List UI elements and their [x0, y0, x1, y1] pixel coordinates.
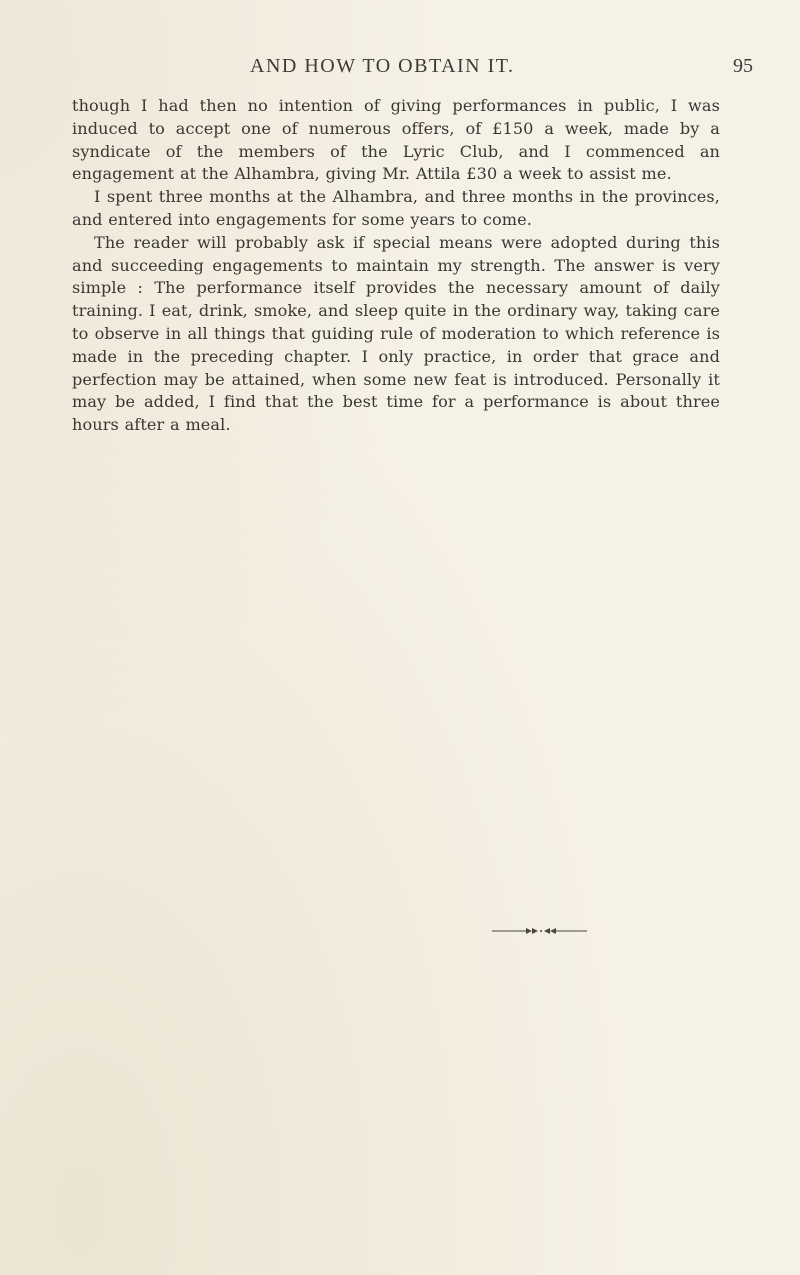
body-text [72, 95, 720, 437]
page-number: 95 [733, 55, 753, 77]
paragraph-2: I spent three months at the Alhambra, and three months in the provinces, and entered into engagements for some years to come. [72, 187, 720, 229]
end-of-chapter-rule-ornament-icon [492, 926, 587, 936]
paragraph-1: though I had then no intention of giving performances in public, I was induced to accept one of numerous offers, of £150 a week, made by a syndicate of the members of the Lyric Club, and I commenced an engagement at the Alhambra, giving Mr. Attila £30 a week to assist me. [72, 96, 720, 184]
paragraph-3: The reader will probably ask if special means were adopted during this and succeeding engagements to maintain my strength. The answer is very simple : The performance itself provides the necessary amount of daily training. I eat, drink, smoke, and sleep quite in the ordinary way, taking care to observe in all things that guiding rule of moderation to which reference is made in the preceding chapter. I only practice, in order that grace and perfection may be attained, when some new feat is introduced. Personally it may be added, I find that the best time for a performance is about three hours after a meal. [72, 232, 720, 435]
running-head: AND HOW TO OBTAIN IT. [250, 55, 515, 77]
